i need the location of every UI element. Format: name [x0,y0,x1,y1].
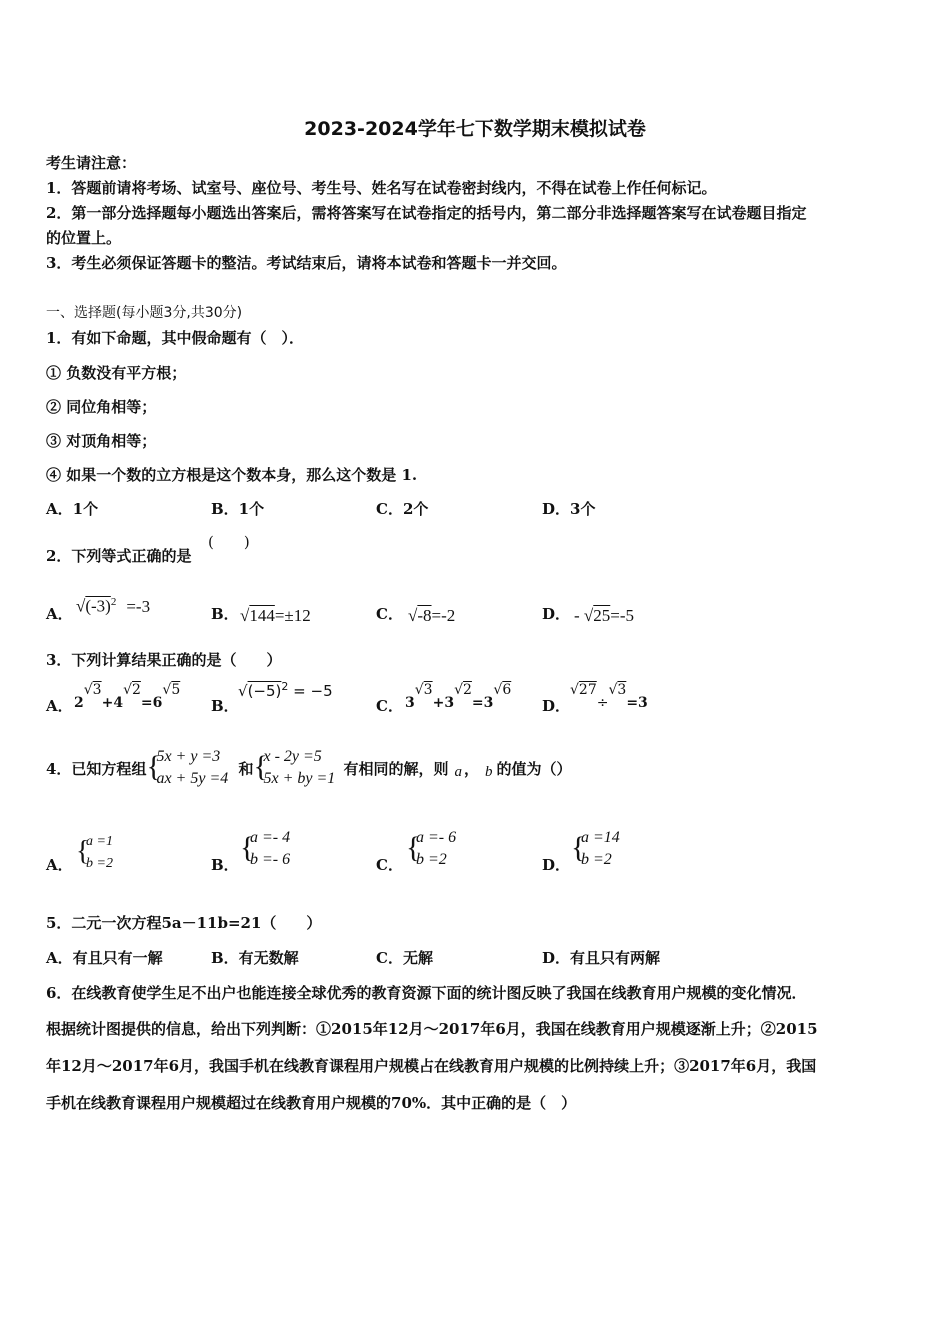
question-2-label-b: B． [211,605,239,623]
question-2-option-c: √-8=-2 [408,606,456,625]
question-2-stem: 2．下列等式正确的是 [46,547,192,565]
question-3-label-d: D． [542,697,571,715]
question-3-option-c: 3√3+3√2=3√6 [405,682,512,711]
notice-heading: 考生请注意： [46,154,137,172]
radical-icon: √ [238,682,248,700]
radical-icon: √ [583,606,594,625]
question-2-option-d: - √25=-5 [574,606,635,625]
question-5-stem: 5．二元一次方程5a－11b=21（ ） [46,914,322,932]
radical-icon: √ [408,606,418,625]
radical-icon: √ [76,596,86,616]
section-heading: 一、选择题(每小题3分,共30分) [46,305,243,321]
question-4-option-a: { a =1 b =2 [76,834,113,871]
question-2-label-a: A． [46,605,73,623]
question-3-label-c: C． [376,697,403,715]
question-6-line: 年12月～2017年6月，我国手机在线教育课程用户规模占在线教育用户规模的比例持续上升；③2017年6月，我国 [46,1057,817,1075]
notice-item: 2．第一部分选择题每小题选出答案后，需将答案写在试卷指定的括号内，第二部分非选择题答案写在试卷题目指定 [46,204,807,222]
equation-system-1: { 5x + y =3 ax + 5y =4 [146,748,229,787]
question-5-option-a: A．有且只有一解 [46,949,163,967]
question-3-option-d: √27÷√3=3 [570,682,648,711]
question-4-option-b: { a =- 4 b =- 6 [240,829,291,868]
equation-system-2: { x - 2y =5 5x + by =1 [253,748,336,787]
question-3-option-b: $√(-5)^2 = -5$ [238,680,333,700]
question-1-option-b: B．1个 [211,500,265,518]
question-1-stem: 1．有如下命题，其中假命题有（ ）． [46,329,304,347]
question-6-line: 手机在线教育课程用户规模超过在线教育用户规模的70%．其中正确的是（ ） [46,1094,577,1112]
question-1-proposition: ③ 对顶角相等； [46,432,157,450]
page-title: 2023-2024学年七下数学期末模拟试卷 [304,118,646,140]
question-2-label-c: C． [376,605,403,623]
question-5-option-b: B．有无数解 [211,949,299,967]
question-3-label-a: A． [46,697,73,715]
question-1-proposition: ② 同位角相等； [46,398,157,416]
notice-item: 1．答题前请将考场、试室号、座位号、考生号、姓名写在试卷密封线内，不得在试卷上作任何标记。 [46,179,717,197]
question-4-label-c: C． [376,856,403,874]
question-4-label-d: D． [542,856,571,874]
question-4-label-a: A． [46,856,73,874]
question-4-stem: 4．已知方程组 { 5x + y =3 ax + 5y =4 和 { x - 2y =5 5x + by =1 有相同的解，则 a ， b 的值为（） [46,745,572,791]
question-1-option-a: A．1个 [46,500,99,518]
question-6-line: 根据统计图提供的信息，给出下列判断：①2015年12月～2017年6月，我国在线教育用户规模逐渐上升；②2015 [46,1020,818,1038]
question-5-option-c: C．无解 [376,949,433,967]
question-1-option-d: D．3个 [542,500,596,518]
question-2-paren: ( ) [208,533,250,551]
question-2-label-d: D． [542,605,571,623]
question-6-line: 6．在线教育使学生足不出户也能连接全球优秀的教育资源下面的统计图反映了我国在线教育用户规模的变化情况． [46,984,807,1002]
question-2-option-b: √144=±12 [240,606,311,625]
question-3-stem: 3．下列计算结果正确的是（ ） [46,651,282,669]
notice-item: 的位置上。 [46,229,122,247]
question-2-option-a: $√(-3)^2 =-3$ [76,596,151,616]
question-1-option-c: C．2个 [376,500,429,518]
question-1-proposition: ④ 如果一个数的立方根是这个数本身，那么这个数是 1. [46,466,418,484]
radical-icon: √ [240,606,250,625]
question-3-option-a: 2√3+4√2=6√5 [74,682,181,711]
question-4-label-b: B． [211,856,239,874]
notice-item: 3．考生必须保证答题卡的整洁。考试结束后，请将本试卷和答题卡一并交回。 [46,254,567,272]
question-3-label-b: B． [211,697,239,715]
question-4-option-d: { a =14 b =2 [571,829,620,868]
question-5-option-d: D．有且只有两解 [542,949,661,967]
question-1-proposition: ① 负数没有平方根； [46,364,187,382]
question-4-option-c: { a =- 6 b =2 [406,829,457,868]
